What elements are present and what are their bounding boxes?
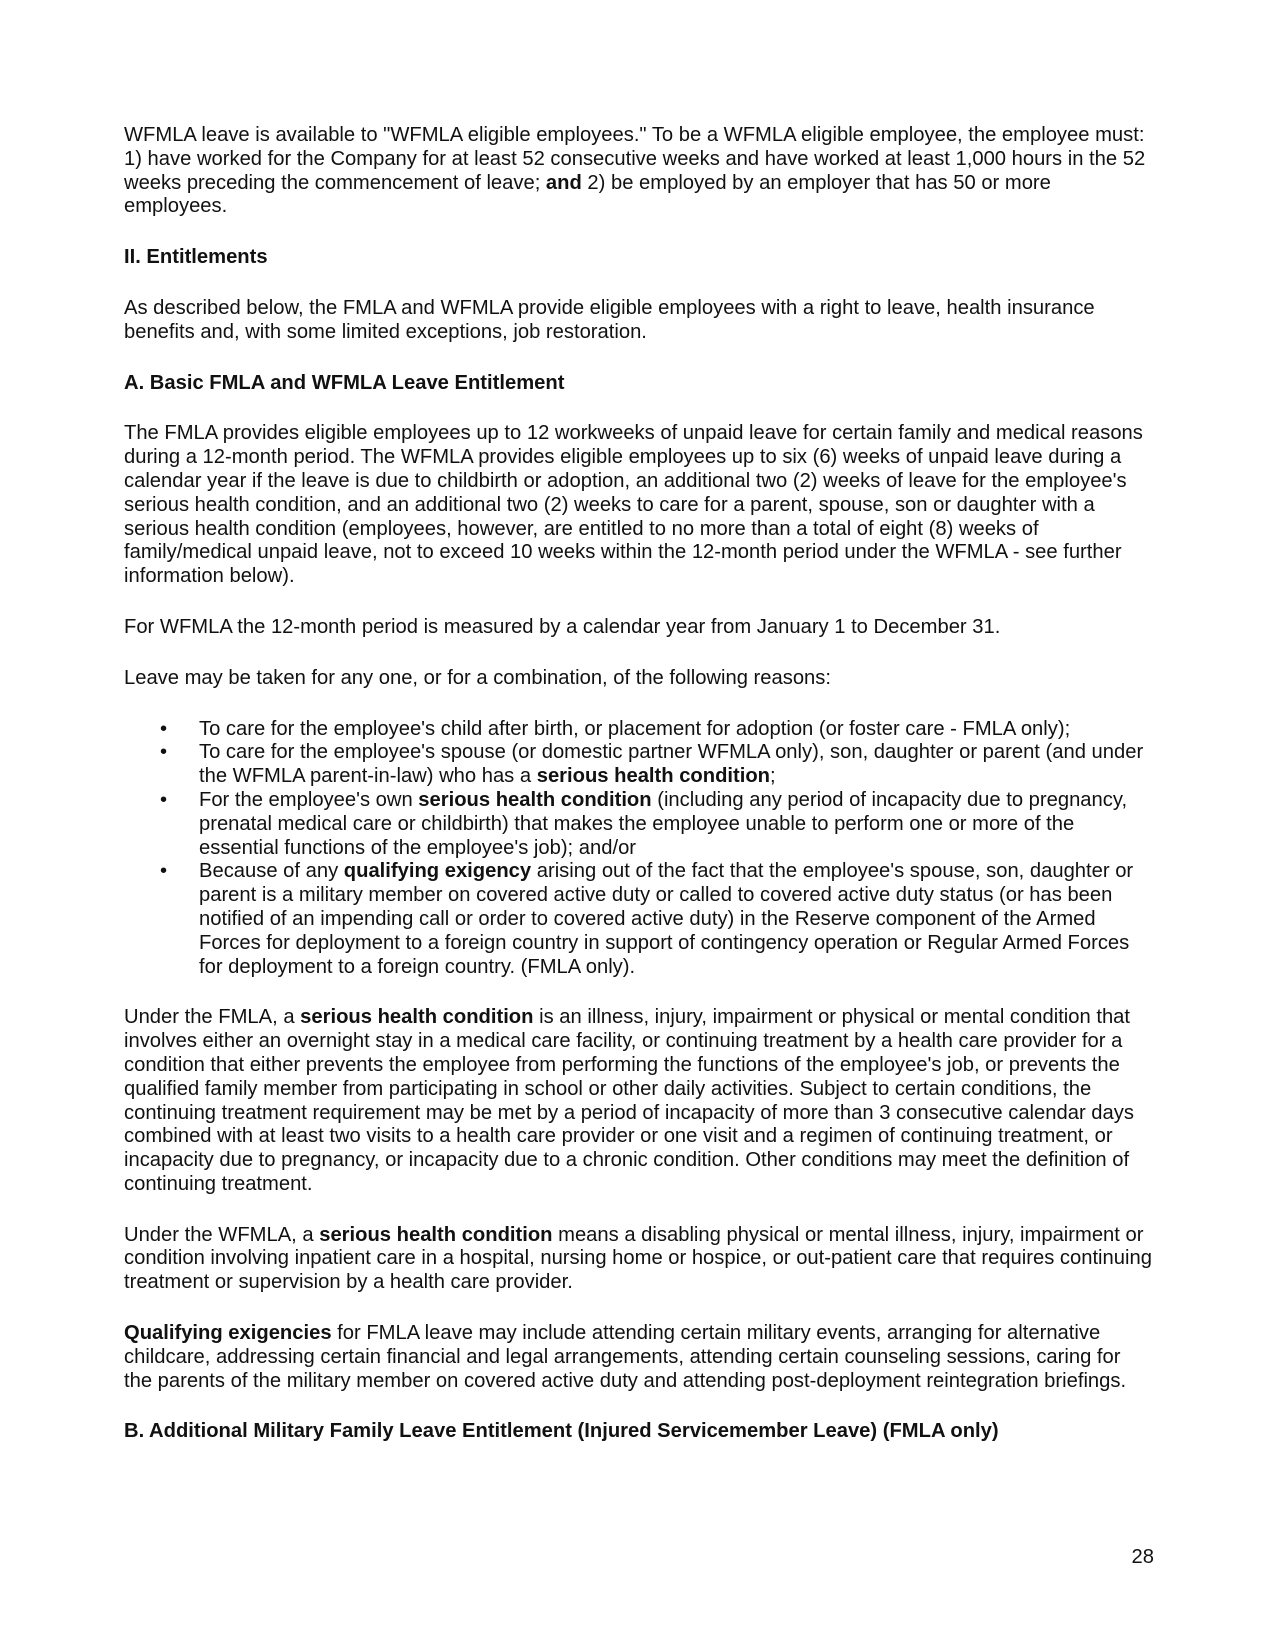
bold-text: qualifying exigency <box>343 860 532 883</box>
text-run: means a disabling physical or mental illness, injury, impairment or condition involving inpatient care in a hospital, nursing home or hospice, or out-patient care that requires continuing treatment or supervision by a health care provider. <box>124 1223 1152 1294</box>
qualifying-exigencies-paragraph <box>124 1322 1154 1393</box>
calendar-year-paragraph: For WFMLA the 12-month period is measured by a calendar year from January 1 to December 31. <box>124 615 1001 638</box>
text-run: 2) be employed by an employer that has 50 or more employees. <box>124 171 1051 218</box>
bold-text: Qualifying exigencies <box>124 1322 332 1345</box>
reasons-intro-paragraph: Leave may be taken for any one, or for a combination, of the following reasons: <box>124 666 831 689</box>
list-item <box>124 789 1154 860</box>
list-item <box>124 860 1154 979</box>
text-run: is an illness, injury, impairment or physical or mental condition that involves either an overnight stay in a medical care facility, or continuing treatment by a health care provider for a condition that either prevents the employee from performing the functions of the employee's job, or prevents the qualified family member from participating in school or other daily activities. Subject to certain conditions, the continuing treatment requirement may be met by a period of incapacity of more than 3 consecutive calendar days combined with at least two visits to a health care provider or one visit and a regimen of continuing treatment, or incapacity due to pregnancy, or incapacity due to a chronic condition. Other conditions may meet the definition of continuing treatment. <box>124 1006 1134 1195</box>
text-run: Under the WFMLA, a <box>124 1223 320 1246</box>
bold-text: serious health condition <box>536 765 771 788</box>
list-item <box>124 741 1154 789</box>
bullet-icon: • <box>160 741 168 764</box>
page-number: 28 <box>1131 1546 1154 1568</box>
bullet-icon: • <box>160 717 168 740</box>
bold-text: serious health condition <box>319 1223 553 1246</box>
text-run: To care for the employee's spouse (or domestic partner WFMLA only), son, daughter or parent (and under the WFMLA parent-in-law) who has a <box>199 741 1144 788</box>
text-run: For the employee's own <box>199 788 419 811</box>
section-heading-basic-leave: A. Basic FMLA and WFMLA Leave Entitlement <box>124 371 565 394</box>
fmla-serious-health-condition-paragraph <box>124 1006 1154 1196</box>
text-run: arising out of the fact that the employee's spouse, son, daughter or parent is a military member on covered active duty or called to covered active duty status (or has been notified of an impending call or order to covered active duty) in the Reserve component of the Armed Forces for deployment to a foreign country in support of contingency operation or Regular Armed Forces for deployment to a foreign country. (FMLA only). <box>199 860 1134 978</box>
text-run: for FMLA leave may include attending certain military events, arranging for alternative childcare, addressing certain financial and legal arrangements, attending certain counseling sessions, caring for the parents of the military member on covered active duty and attending post-deployment reintegration briefings. <box>124 1322 1127 1392</box>
text-run: To care for the employee's child after birth, or placement for adoption (or foster care - FMLA only); <box>199 717 1071 740</box>
text-run: Because of any <box>199 860 344 883</box>
text-run: (including any period of incapacity due to pregnancy, prenatal medical care or childbirth) that makes the employee unable to perform one or more of the essential functions of the employee's job); and/or <box>199 788 1128 859</box>
text-run: Under the FMLA, a <box>124 1006 301 1029</box>
bold-text: serious health condition <box>418 788 652 811</box>
eligibility-paragraph <box>124 124 1154 219</box>
bullet-icon: • <box>160 788 168 811</box>
document-page <box>124 124 1154 1471</box>
wfmla-serious-health-condition-paragraph <box>124 1224 1154 1295</box>
bullet-icon: • <box>160 860 168 883</box>
text-run: WFMLA leave is available to "WFMLA eligible employees." To be a WFMLA eligible employee, the employee must: 1) have worked for the Company for at least 52 consecutive weeks and have worked at least 1,000 hours in the 52 weeks preceding the commencement of leave; <box>124 124 1146 194</box>
section-heading-military-leave: B. Additional Military Family Leave Entitlement (Injured Servicemember Leave) (FMLA only) <box>124 1420 999 1443</box>
basic-leave-paragraph: The FMLA provides eligible employees up to 12 workweeks of unpaid leave for certain family and medical reasons during a 12-month period. The WFMLA provides eligible employees up to six (6) weeks of unpaid leave during a calendar year if the leave is due to childbirth or adoption, an additional two (2) weeks of leave for the employee's serious health condition, and an additional two (2) weeks to care for a parent, spouse, son or daughter with a serious health condition (employees, however, are entitled to no more than a total of eight (8) weeks of family/medical unpaid leave, not to exceed 10 weeks within the 12-month period under the WFMLA - see further information below). <box>124 422 1143 588</box>
text-run: ; <box>770 765 776 788</box>
reasons-list <box>124 718 1154 980</box>
entitlements-paragraph: As described below, the FMLA and WFMLA provide eligible employees with a right to leave, health insurance benefits and, with some limited exceptions, job restoration. <box>124 296 1095 343</box>
list-item <box>124 718 1154 742</box>
bold-text: serious health condition <box>300 1006 534 1029</box>
section-heading-entitlements: II. Entitlements <box>124 246 268 269</box>
bold-text: and <box>545 171 582 194</box>
